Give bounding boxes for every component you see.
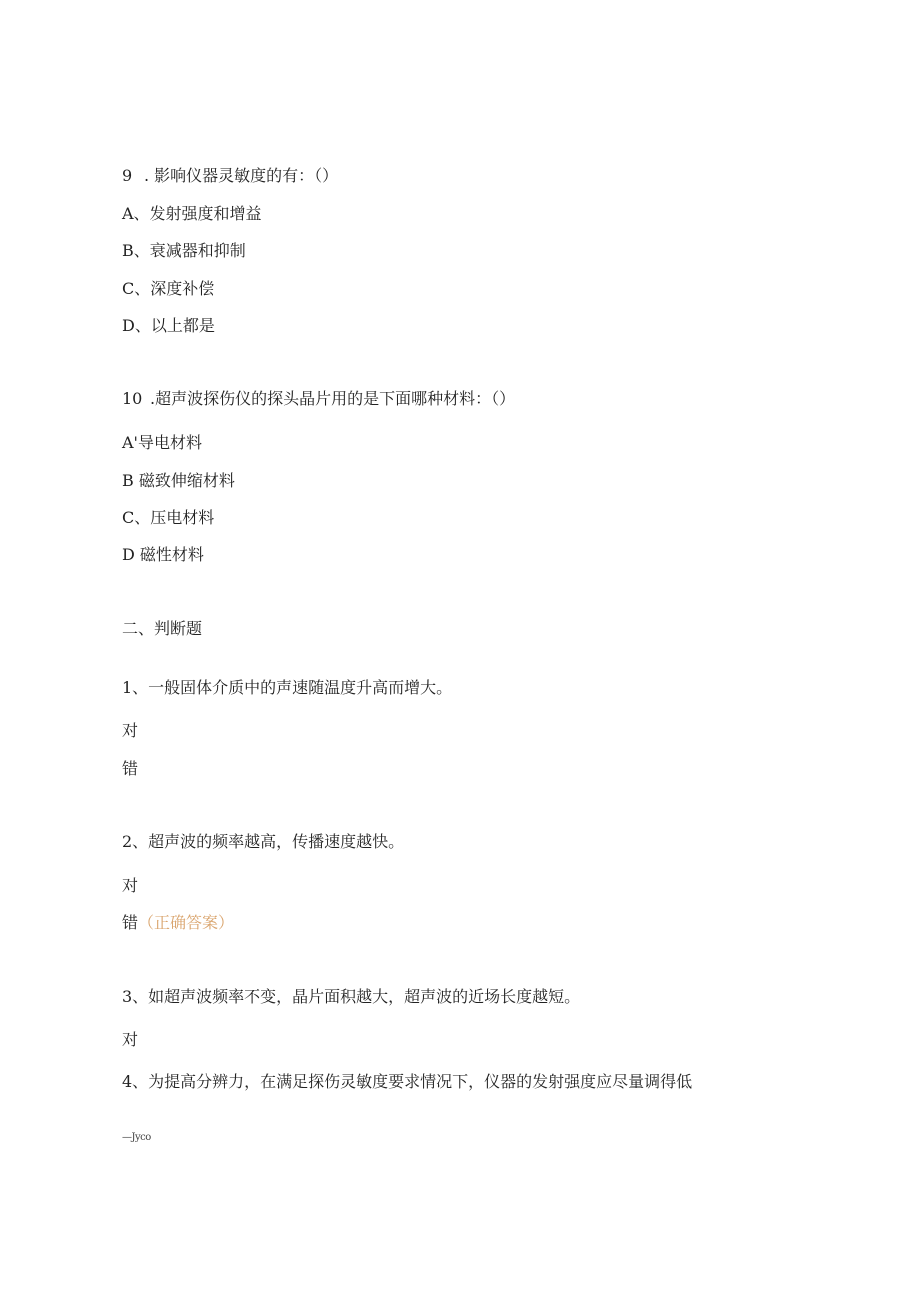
question-number: 9: [122, 166, 133, 185]
option-b: B 磁致伸缩材料: [122, 471, 235, 490]
tf-question-3: 3、如超声波频率不变，晶片面积越大，超声波的近场长度越短。: [122, 987, 581, 1006]
option-d: D 磁性材料: [122, 545, 204, 564]
question-10: [122, 388, 515, 410]
option-c: C、深度补偿: [122, 279, 215, 298]
option-c: C、压电材料: [122, 508, 215, 527]
option-a: A'导电材料: [122, 433, 202, 452]
option-d: D、以上都是: [122, 316, 215, 335]
correct-answer-note: （正确答案）: [138, 913, 235, 932]
tf-option-true: 对: [122, 721, 139, 740]
option-a: A、发射强度和增益: [122, 204, 262, 223]
section-heading: 二、判断题: [122, 619, 203, 638]
tf-option-false: 错: [122, 759, 139, 778]
tf-question-2: 2、超声波的频率越高，传播速度越快。: [122, 832, 405, 851]
tf-option-label: 错: [122, 913, 139, 932]
question-text: .超声波探伤仪的探头晶片用的是下面哪种材料：（）: [150, 389, 516, 408]
question-9: [122, 165, 338, 187]
tf-option-true: 对: [122, 1030, 139, 1049]
tf-question-1: 1、一般固体介质中的声速随温度升高而增大。: [122, 678, 453, 697]
question-number: 10: [122, 389, 143, 408]
question-text: . 影响仪器灵敏度的有：（）: [144, 166, 339, 185]
tf-option-false: [122, 912, 234, 934]
tf-option-true: 对: [122, 876, 139, 895]
option-b: B、衰减器和抑制: [122, 241, 246, 260]
handwritten-mark: —Jyco: [122, 1132, 151, 1143]
tf-question-4: 4、为提高分辨力，在满足探伤灵敏度要求情况下，仪器的发射强度应尽量调得低: [122, 1072, 693, 1091]
